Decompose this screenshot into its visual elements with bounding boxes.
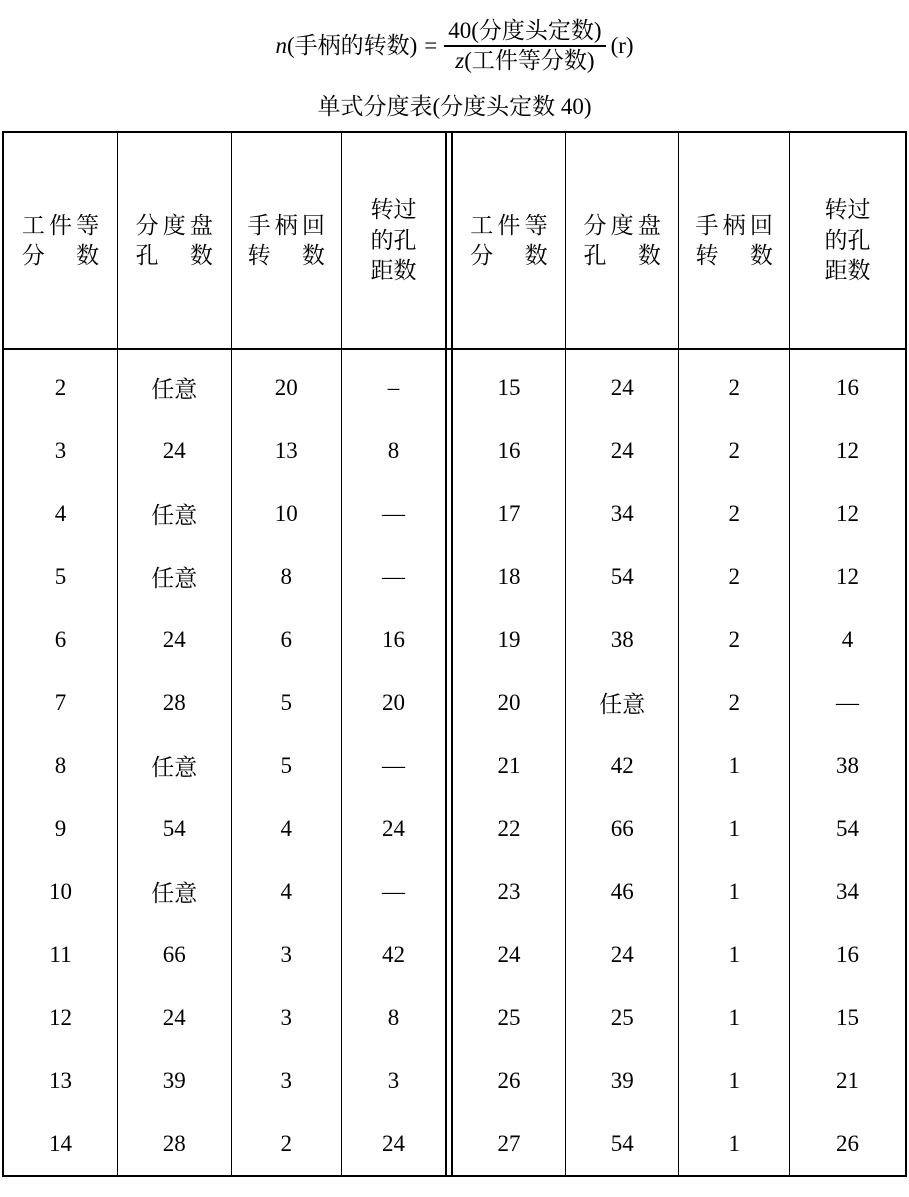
cell-left-holes: 任意 [118,860,232,923]
cell-right-divisions: 18 [452,545,566,608]
cell-right-turns: 2 [679,545,789,608]
header-line: 距数 [370,258,417,284]
cell-right-turns: 1 [679,1112,789,1176]
header-line: 距数 [824,258,871,284]
header-line: 工件等 [470,212,552,238]
cell-left-turns: 20 [231,349,341,419]
header-right-hole-pitches [789,132,906,349]
cell-right-divisions: 25 [452,986,566,1049]
cell-left-divisions: 14 [3,1112,118,1176]
cell-left-divisions: 13 [3,1049,118,1112]
cell-left-turns: 5 [231,734,341,797]
cell-right-divisions: 21 [452,734,566,797]
cell-left-turns: 3 [231,923,341,986]
cell-left-pitches: 3 [341,1049,445,1112]
formula-block [0,18,909,74]
formula-unit: (r) [610,33,634,59]
header-line: 手柄回 [247,212,330,238]
table-row [3,986,906,1049]
header-line: 转 数 [247,242,330,268]
cell-right-pitches: 34 [789,860,906,923]
header-line: 转过 [370,197,417,223]
formula-denominator-text: (工件等分数) [464,47,595,73]
cell-right-pitches: 54 [789,797,906,860]
cell-right-pitches: 38 [789,734,906,797]
simple-indexing-table [2,131,907,1177]
header-right-index-plate-holes [565,132,679,349]
cell-right-pitches: 16 [789,349,906,419]
indexing-formula [275,18,633,74]
header-right-handle-turns [679,132,789,349]
cell-right-divisions: 24 [452,923,566,986]
cell-left-pitches: — [341,860,445,923]
cell-left-divisions: 10 [3,860,118,923]
formula-variable-z: z [455,47,465,73]
cell-right-pitches: 12 [789,482,906,545]
header-line: 的孔 [370,227,417,253]
document-page [0,18,909,1197]
cell-right-turns: 2 [679,349,789,419]
cell-right-holes: 42 [565,734,679,797]
cell-left-turns: 2 [231,1112,341,1176]
cell-right-turns: 2 [679,671,789,734]
cell-left-turns: 10 [231,482,341,545]
formula-left-side [275,32,417,60]
formula-denominator [451,47,598,74]
header-right-workpiece-divisions [452,132,566,349]
cell-left-divisions: 7 [3,671,118,734]
cell-left-pitches: 8 [341,986,445,1049]
cell-right-holes: 34 [565,482,679,545]
cell-left-holes: 任意 [118,734,232,797]
table-row [3,734,906,797]
cell-left-pitches: 42 [341,923,445,986]
cell-right-pitches: 26 [789,1112,906,1176]
cell-right-holes: 25 [565,986,679,1049]
cell-right-holes: 38 [565,608,679,671]
cell-right-holes: 39 [565,1049,679,1112]
header-line: 孔 数 [583,242,665,268]
cell-right-pitches: 21 [789,1049,906,1112]
cell-left-divisions: 5 [3,545,118,608]
cell-right-holes: 54 [565,1112,679,1176]
formula-variable-n: n [275,33,287,59]
cell-left-holes: 39 [118,1049,232,1112]
cell-right-turns: 2 [679,482,789,545]
header-line: 分度盘 [583,212,665,238]
table-row [3,860,906,923]
cell-left-holes: 54 [118,797,232,860]
cell-left-holes: 66 [118,923,232,986]
cell-left-pitches: 16 [341,608,445,671]
header-line: 分 数 [470,242,552,268]
cell-right-holes: 24 [565,923,679,986]
cell-left-pitches: 24 [341,1112,445,1176]
table-header-row [3,132,906,349]
cell-left-pitches: – [341,349,445,419]
cell-right-turns: 1 [679,923,789,986]
cell-left-holes: 任意 [118,349,232,419]
cell-left-pitches: — [341,482,445,545]
cell-left-holes: 24 [118,608,232,671]
cell-left-divisions: 9 [3,797,118,860]
cell-right-holes: 任意 [565,671,679,734]
cell-right-pitches: 16 [789,923,906,986]
header-left-index-plate-holes [118,132,232,349]
cell-right-turns: 1 [679,797,789,860]
cell-right-holes: 24 [565,419,679,482]
cell-left-divisions: 3 [3,419,118,482]
cell-right-turns: 2 [679,419,789,482]
cell-left-pitches: 20 [341,671,445,734]
header-line: 孔 数 [135,242,218,268]
header-left-handle-turns [231,132,341,349]
table-caption: 单式分度表(分度头定数 40) [317,94,592,120]
table-wrapper [0,131,909,1177]
header-left-hole-pitches [341,132,445,349]
table-row [3,1049,906,1112]
cell-right-divisions: 20 [452,671,566,734]
cell-right-pitches: 12 [789,419,906,482]
cell-left-divisions: 4 [3,482,118,545]
header-line: 的孔 [824,227,871,253]
table-row [3,608,906,671]
cell-right-divisions: 15 [452,349,566,419]
formula-numerator: 40(分度头定数) [448,18,602,43]
cell-left-holes: 28 [118,671,232,734]
cell-left-holes: 24 [118,419,232,482]
cell-right-pitches: 12 [789,545,906,608]
cell-right-turns: 1 [679,860,789,923]
cell-right-turns: 1 [679,1049,789,1112]
cell-left-holes: 任意 [118,545,232,608]
cell-left-divisions: 2 [3,349,118,419]
cell-right-divisions: 22 [452,797,566,860]
cell-right-holes: 46 [565,860,679,923]
header-line: 转过 [824,197,871,223]
header-line: 分 数 [21,242,104,268]
cell-left-divisions: 8 [3,734,118,797]
table-row [3,545,906,608]
table-row [3,419,906,482]
cell-left-turns: 8 [231,545,341,608]
table-row [3,1112,906,1176]
cell-left-turns: 5 [231,671,341,734]
cell-left-divisions: 11 [3,923,118,986]
cell-left-turns: 13 [231,419,341,482]
table-row [3,923,906,986]
formula-equals-sign: = [424,33,438,59]
cell-right-holes: 54 [565,545,679,608]
cell-left-divisions: 6 [3,608,118,671]
header-line: 工件等 [21,212,104,238]
cell-left-pitches: — [341,545,445,608]
cell-left-holes: 24 [118,986,232,1049]
header-line: 手柄回 [695,212,777,238]
formula-left-paren-text: (手柄的转数) [286,33,418,59]
cell-left-turns: 4 [231,860,341,923]
table-body [3,349,906,1176]
cell-right-pitches: 15 [789,986,906,1049]
cell-left-pitches: 8 [341,419,445,482]
table-row [3,797,906,860]
cell-left-pitches: — [341,734,445,797]
cell-left-turns: 6 [231,608,341,671]
cell-right-pitches: — [789,671,906,734]
cell-left-pitches: 24 [341,797,445,860]
table-row [3,349,906,419]
cell-left-holes: 28 [118,1112,232,1176]
cell-right-divisions: 17 [452,482,566,545]
formula-fraction [444,18,605,74]
cell-left-turns: 3 [231,986,341,1049]
cell-right-divisions: 16 [452,419,566,482]
header-left-workpiece-divisions [3,132,118,349]
cell-right-turns: 2 [679,608,789,671]
cell-left-turns: 3 [231,1049,341,1112]
table-row [3,482,906,545]
cell-right-divisions: 26 [452,1049,566,1112]
cell-right-pitches: 4 [789,608,906,671]
cell-right-holes: 66 [565,797,679,860]
header-line: 转 数 [695,242,777,268]
cell-right-divisions: 19 [452,608,566,671]
cell-right-turns: 1 [679,986,789,1049]
cell-right-divisions: 27 [452,1112,566,1176]
cell-left-turns: 4 [231,797,341,860]
table-row [3,671,906,734]
header-line: 分度盘 [135,212,218,238]
cell-left-holes: 任意 [118,482,232,545]
cell-right-holes: 24 [565,349,679,419]
cell-right-divisions: 23 [452,860,566,923]
cell-right-turns: 1 [679,734,789,797]
cell-left-divisions: 12 [3,986,118,1049]
